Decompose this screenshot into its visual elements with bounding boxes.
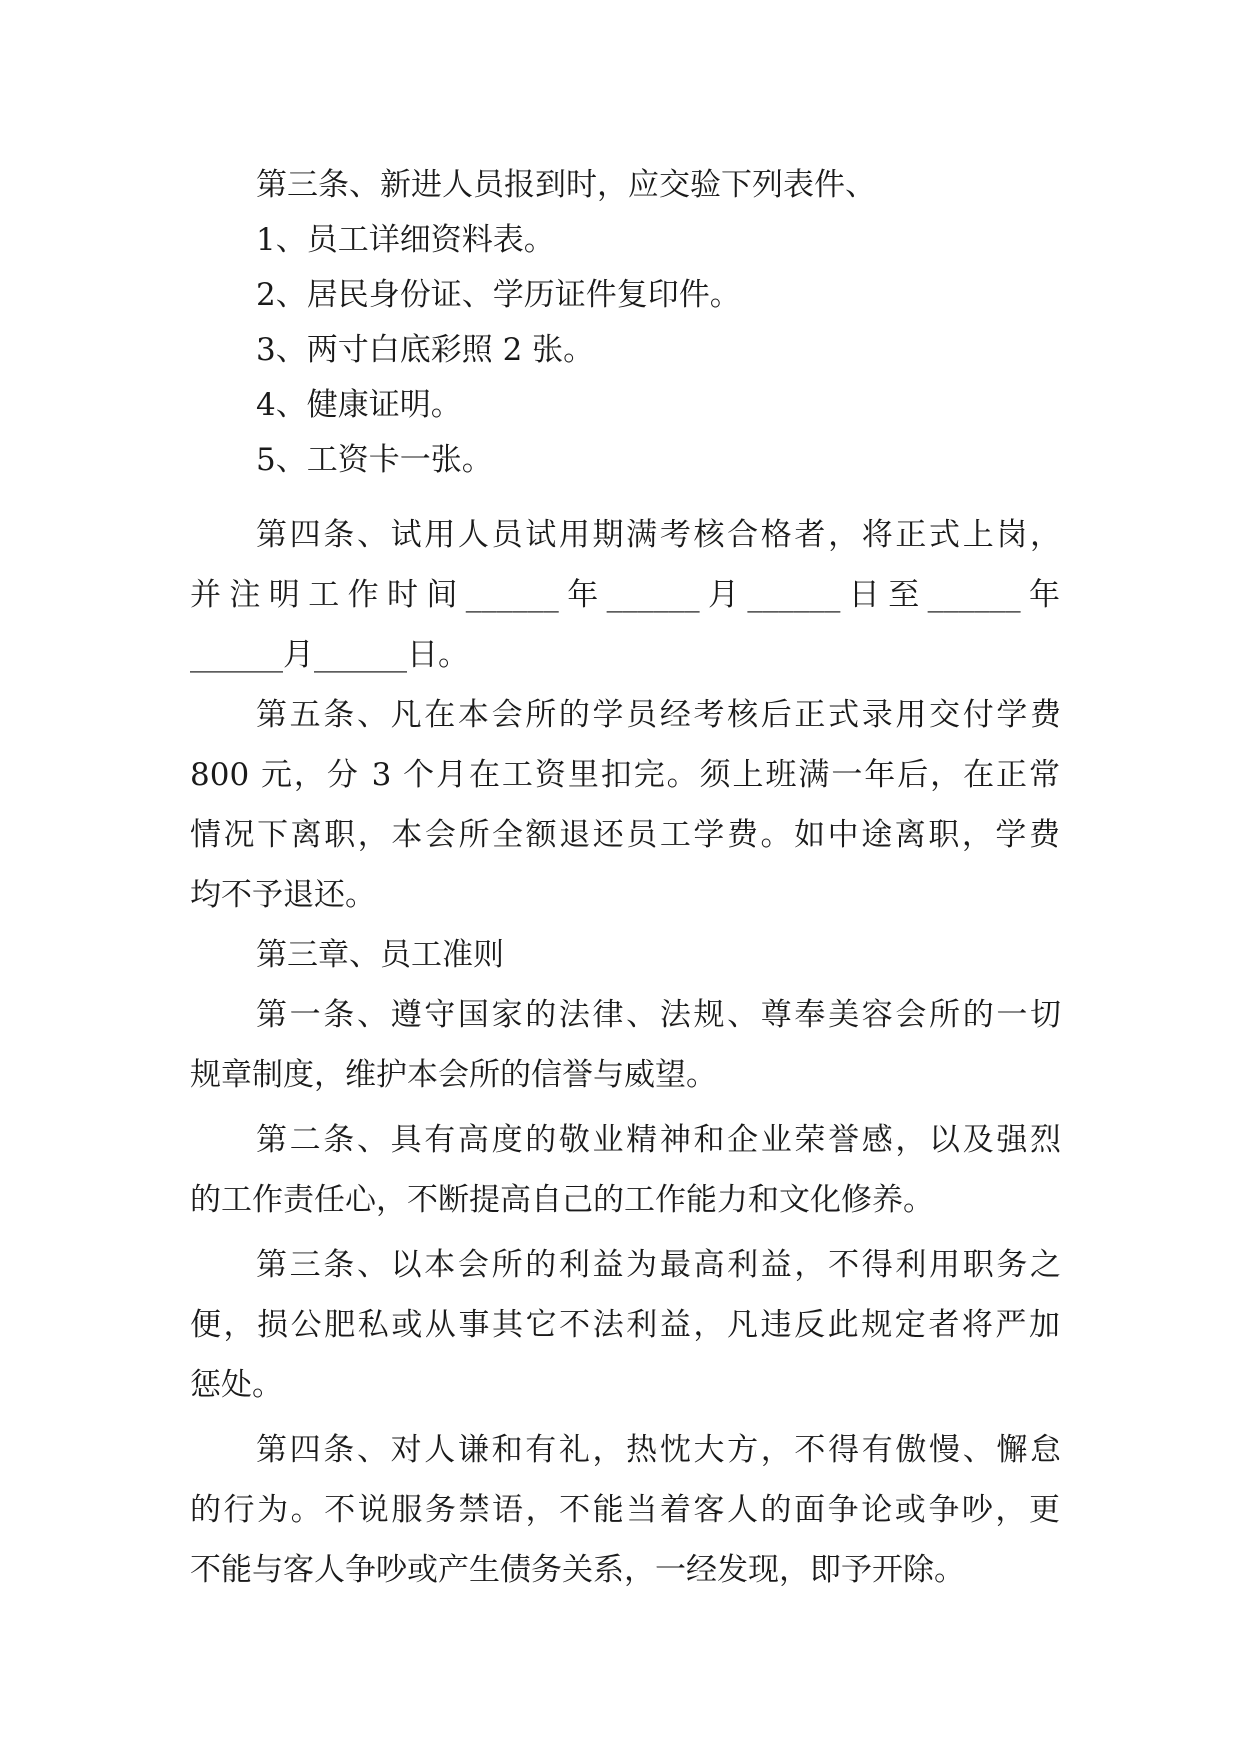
rule-1-line-1: 第一条、遵守国家的法律、法规、尊奉美容会所的一切	[256, 997, 1061, 1033]
article-4-line-2: 并注明工作时间______年______月______日至______年	[190, 577, 1060, 613]
article-5-line-3: 情况下离职，本会所全额退还员工学费。如中途离职，学费	[190, 817, 1060, 853]
rule-2-line-1: 第二条、具有高度的敬业精神和企业荣誉感，以及强烈	[256, 1122, 1061, 1158]
rule-3-line-1: 第三条、以本会所的利益为最高利益，不得利用职务之	[256, 1247, 1061, 1283]
rule-3-line-3: 惩处。	[190, 1367, 283, 1403]
rule-1-line-2: 规章制度，维护本会所的信誉与威望。	[190, 1057, 717, 1093]
rule-2-line-2: 的工作责任心，不断提高自己的工作能力和文化修养。	[190, 1182, 934, 1218]
article-4-line-1: 第四条、试用人员试用期满考核合格者，将正式上岗，	[256, 517, 1061, 553]
list-item-2: 2、居民身份证、学历证件复印件。	[256, 277, 741, 313]
rule-4-line-2: 的行为。不说服务禁语，不能当着客人的面争论或争吵，更	[190, 1492, 1060, 1528]
list-item-3: 3、两寸白底彩照 2 张。	[256, 332, 595, 368]
article-5-line-1: 第五条、凡在本会所的学员经考核后正式录用交付学费	[256, 697, 1061, 733]
rule-3-line-2: 便，损公肥私或从事其它不法利益，凡违反此规定者将严加	[190, 1307, 1060, 1343]
article-4-line-3: ______月______日。	[190, 637, 469, 673]
chapter-3-heading: 第三章、员工准则	[256, 937, 504, 973]
article-5-line-2: 800 元，分 3 个月在工资里扣完。须上班满一年后，在正常	[190, 757, 1060, 793]
list-item-1: 1、员工详细资料表。	[256, 222, 555, 258]
rule-4-line-3: 不能与客人争吵或产生债务关系，一经发现，即予开除。	[190, 1552, 965, 1588]
list-item-4: 4、健康证明。	[256, 387, 462, 423]
list-item-5: 5、工资卡一张。	[256, 442, 493, 478]
rule-4-line-1: 第四条、对人谦和有礼，热忱大方，不得有傲慢、懈怠	[256, 1432, 1061, 1468]
article-3-heading: 第三条、新进人员报到时，应交验下列表件、	[256, 167, 876, 203]
article-5-line-4: 均不予退还。	[190, 877, 376, 913]
